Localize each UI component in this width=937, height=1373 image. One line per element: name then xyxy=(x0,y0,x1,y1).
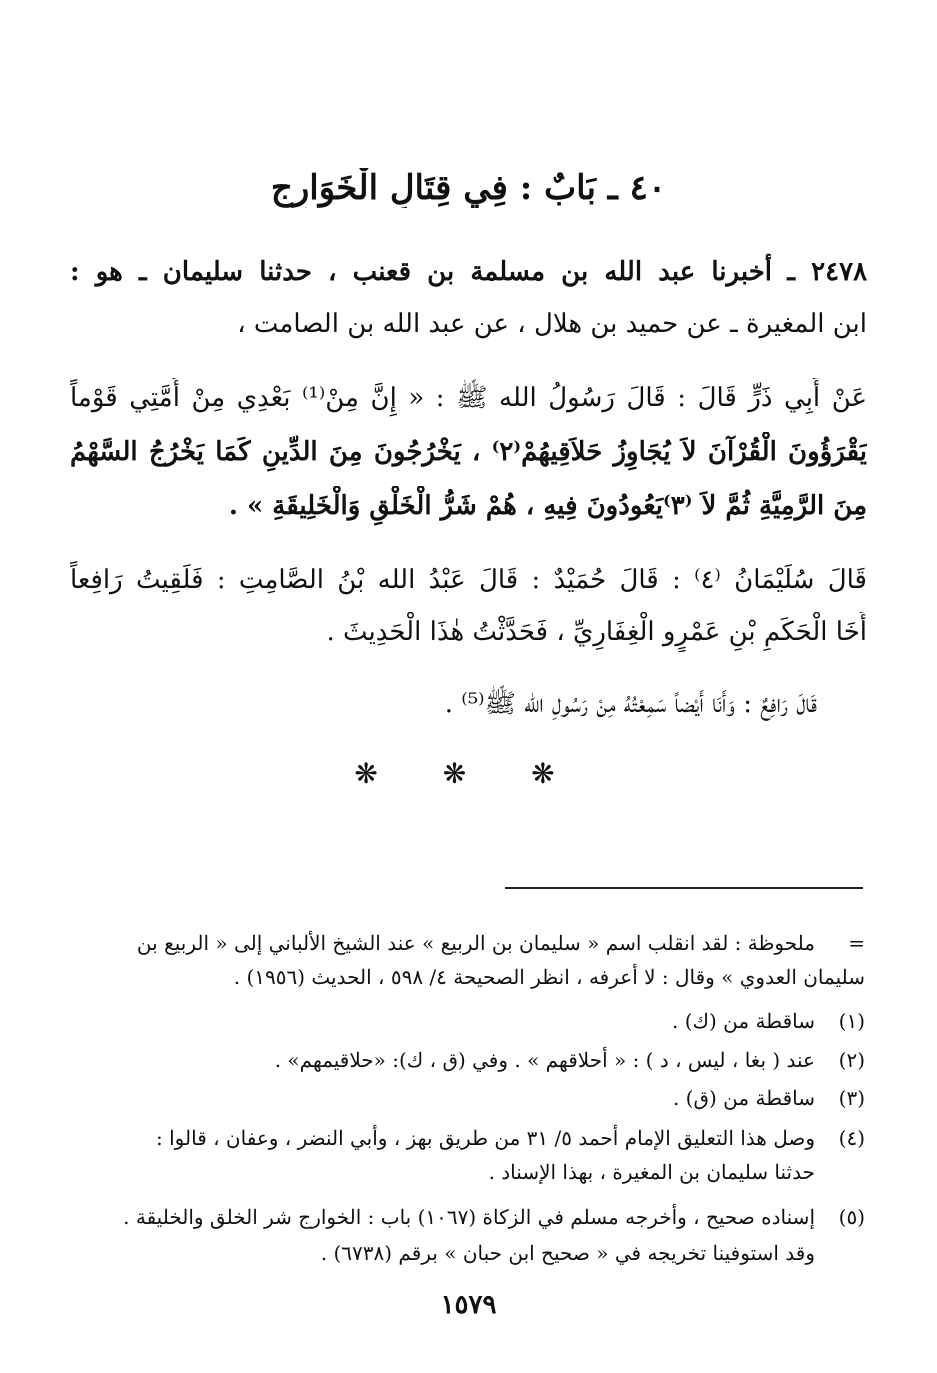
sulayman-line-2: أَخَا الْحَكَمِ بْنِ عَمْرٍو الْغِفَارِيِّ ، فَحَدَّثْتُ هٰذَا الْحَدِيثَ . xyxy=(326,617,867,647)
isnad-line-2: ابن المغيرة ـ عن حميد بن هلال ، عن عبد الله بن الصامت ، xyxy=(237,309,867,339)
hadith-line-1: عَنْ أَبِي ذَرٍّ قَالَ : قَالَ رَسُولُ الله ﷺ : « إِنَّ مِنْ⁽¹⁾ بَعْدِي مِنْ أُمَّتِي قَوْماً xyxy=(70,383,867,413)
rafi-statement: قَالَ رَافِعٌ : وَأَنَا أَيْضاً سَمِعْتُهُ مِنْ رَسُولِ الله ﷺ⁽⁵⁾ . xyxy=(444,689,817,719)
hadith-line-3: مِنَ الرَّمِيَّةِ ثُمَّ لاَ ⁽٣⁾يَعُودُونَ فِيهِ ، هُمْ شَرُّ الْخَلْقِ وَالْخَلِيقَةِ » . xyxy=(228,491,867,521)
isnad-line-1 xyxy=(70,252,867,292)
footnote-number: (٥) xyxy=(838,1205,865,1229)
footnote-rule xyxy=(505,887,863,889)
footnote-line: حدثنا سليمان بن المغيرة ، بهذا الإسناد . xyxy=(488,1160,815,1184)
footnote-number: (١) xyxy=(838,1009,865,1033)
footnote-line: عند ( بغا ، ليس ، د ) : « أحلاقهم » . وفي (ق ، ك): «حلاقيمهم» . xyxy=(274,1048,815,1072)
hadith-number: ٢٤٧٨ ـ xyxy=(787,257,867,287)
footnote-line: إسناده صحيح ، وأخرجه مسلم في الزكاة (١٠٦٧) باب : الخوارج شر الخلق والخليقة . xyxy=(123,1205,815,1229)
hadith-line-2: يَقْرَؤُونَ الْقُرْآنَ لاَ يُجَاوِزُ حَلاَقِيهُمْ⁽٢⁾ ، يَخْرُجُونَ مِنَ الدِّينِ كَمَا يَخْرُجُ السَّهْمُ xyxy=(70,437,867,467)
footnote-line: ساقطة من (ك) . xyxy=(672,1009,815,1033)
footnote-line: وصل هذا التعليق الإمام أحمد ٥/ ٣١ من طريق بهز ، وأبي النضر ، وعفان ، قالوا : xyxy=(156,1126,815,1150)
footnote-number: (٣) xyxy=(838,1086,865,1110)
footnote-line: ساقطة من (ق) . xyxy=(672,1086,815,1110)
footnote-line: وقد استوفينا تخريجه في « صحيح ابن حبان » برقم (٦٧٣٨) . xyxy=(320,1241,815,1265)
chapter-title: ٤٠ ـ بَابٌ : فِي قِتَالِ الْخَوَارِجِ xyxy=(270,168,667,208)
footnote-line: سليمان العدوي » وقال : لا أعرفه ، انظر الصحيحة ٤/ ٥٩٨ ، الحديث (١٩٥٦) . xyxy=(233,965,865,989)
page-number: ١٥٧٩ xyxy=(440,1290,497,1320)
footnote-number: (٢) xyxy=(838,1048,865,1072)
isnad-text-1: أخبرنا عبد الله بن مسلمة بن قعنب ، حدثنا سليمان ـ هو : xyxy=(70,257,773,287)
separator-stars: ❋ ❋ ❋ xyxy=(354,757,583,790)
footnote-line: ملحوظة : لقد انقلب اسم « سليمان بن الربيع » عند الشيخ الألباني إلى « الربيع بن xyxy=(136,931,815,955)
footnote-number: (٤) xyxy=(838,1126,865,1150)
sulayman-line-1: قَالَ سُلَيْمَانُ ⁽٤⁾ : قَالَ حُمَيْدٌ : قَالَ عَبْدُ الله بْنُ الصَّامِتِ : فَلَقِيتُ رَافِعاً xyxy=(70,565,867,595)
footnote-number: = xyxy=(848,931,865,955)
